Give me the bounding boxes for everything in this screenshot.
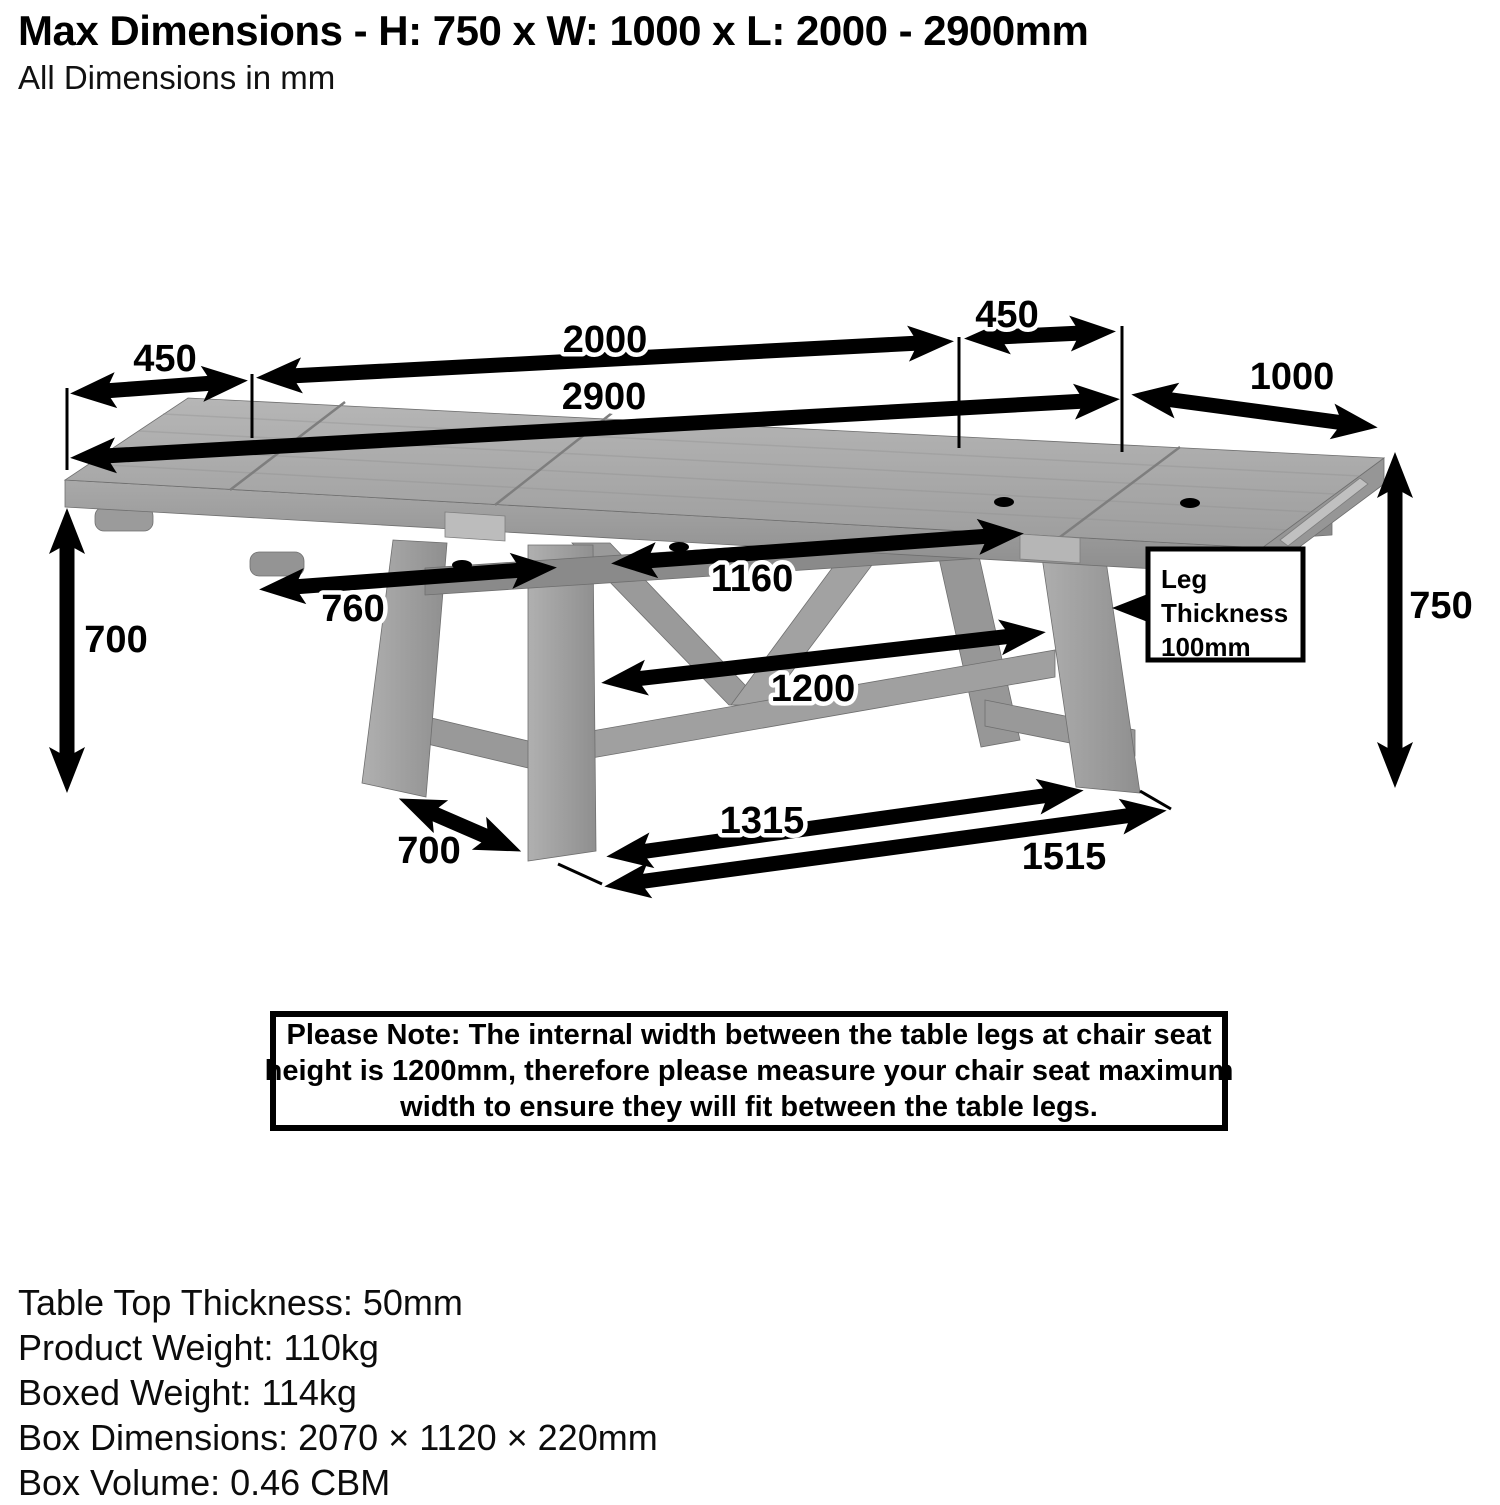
leg-thickness-line1: Leg bbox=[1161, 564, 1208, 594]
spec-line-box-volume: Box Volume: 0.46 CBM bbox=[18, 1462, 391, 1503]
note-box bbox=[264, 1011, 1234, 1131]
edge-tenon-right bbox=[1020, 534, 1080, 563]
note-line: Please Note: The internal width between the table legs at chair seat bbox=[286, 1019, 1212, 1051]
dim-label-base-length: 1515 bbox=[1021, 836, 1107, 878]
dim-label-left-extension: 450 bbox=[133, 338, 197, 380]
leg-thickness-line2: Thickness bbox=[1161, 598, 1289, 628]
dim-label-inner-leg-seat: 1200 bbox=[770, 668, 856, 710]
arrow-left-extension bbox=[104, 383, 214, 391]
spec-line-box-dimensions: Box Dimensions: 2070 × 1120 × 220mm bbox=[18, 1417, 658, 1458]
dim-label-inner-leg-top: 1160 bbox=[710, 558, 794, 600]
dim-label-stretcher-inner: 1315 bbox=[719, 800, 805, 842]
page-subtitle: All Dimensions in mm bbox=[18, 59, 336, 96]
arrow-stretcher-inner bbox=[640, 795, 1050, 852]
dim-label-right-extension: 450 bbox=[975, 294, 1039, 336]
leaf-bracket-mid bbox=[250, 552, 304, 576]
extension-line bbox=[1140, 791, 1171, 809]
leg-thickness-callout bbox=[1148, 549, 1303, 662]
dim-label-width: 1000 bbox=[1249, 356, 1335, 398]
leg-thickness-line3: 100mm bbox=[1161, 632, 1251, 662]
product-specs bbox=[18, 1280, 658, 1505]
table-leg-rear-left bbox=[528, 545, 596, 861]
dim-label-main-length: 2000 bbox=[562, 319, 648, 361]
edge-tenon-left bbox=[445, 512, 505, 541]
note-line: width to ensure they will fit between the table legs. bbox=[400, 1091, 1098, 1123]
dim-label-total-length: 2900 bbox=[561, 376, 647, 418]
extension-line bbox=[558, 864, 602, 884]
dim-label-total-height: 750 bbox=[1409, 585, 1473, 627]
spec-line-product-weight: Product Weight: 110kg bbox=[18, 1327, 379, 1368]
dim-label-underside-height: 700 bbox=[84, 619, 148, 661]
dim-label-extension-support: 760 bbox=[321, 588, 385, 630]
page-title: Max Dimensions - H: 750 x W: 1000 x L: 2000 - 2900mm bbox=[18, 7, 1089, 54]
note-line: height is 1200mm, therefore please measure your chair seat maximum bbox=[264, 1055, 1234, 1087]
dim-label-foot-depth: 700 bbox=[397, 830, 461, 872]
spec-line-top-thickness: Table Top Thickness: 50mm bbox=[18, 1282, 463, 1323]
arrow-width bbox=[1165, 399, 1344, 423]
spec-line-boxed-weight: Boxed Weight: 114kg bbox=[18, 1372, 357, 1413]
